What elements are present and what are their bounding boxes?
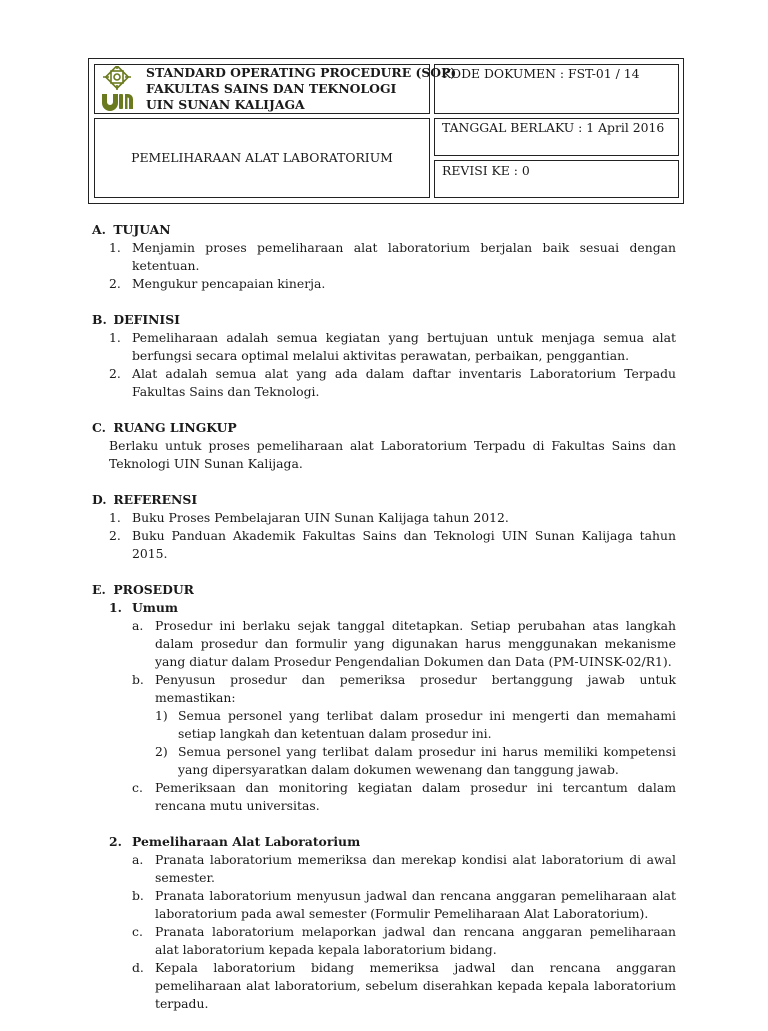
kode-dokumen: KODE DOKUMEN : FST-01 / 14 [442,66,640,81]
org-name-block [146,65,456,113]
list-item: 2. Alat adalah semua alat yang ada dalam daftar inventaris Laboratorium Terpadu Fakultas Sains dan Teknologi. [109,366,676,399]
list-item: c. Pranata laboratorium melaporkan jadwal dan rencana anggaran pemeliharaan alat laboratorium kepada kepala laboratorium bidang. [132,924,676,957]
revisi-ke: REVISI KE : 0 [442,163,530,178]
document-title: PEMELIHARAAN ALAT LABORATORIUM [131,150,393,165]
section-heading: E. PROSEDUR [92,582,194,597]
tanggal-berlaku: TANGGAL BERLAKU : 1 April 2016 [442,120,665,135]
document-body [92,221,676,1031]
list-item: b. Penyusun prosedur dan pemeriksa prosedur bertanggung jawab untuk memastikan: [132,672,676,705]
subsection-heading: 2. Pemeliharaan Alat Laboratorium [109,834,361,849]
org-line-sop: STANDARD OPERATING PROCEDURE (SOP) [146,65,457,80]
list-item: 2. Mengukur pencapaian kinerja. [109,276,326,291]
section-heading: A. TUJUAN [92,222,171,237]
section-ruang-lingkup [92,419,676,473]
uin-logo-icon [100,66,134,112]
list-item: a. Pranata laboratorium memeriksa dan merekap kondisi alat laboratorium di awal semester. [132,852,676,885]
paragraph: Berlaku untuk proses pemeliharaan alat Laboratorium Terpadu di Fakultas Sains dan Teknologi UIN Sunan Kalijaga. [109,438,676,471]
section-heading: C. RUANG LINGKUP [92,420,237,435]
section-heading: B. DEFINISI [92,312,180,327]
section-referensi [92,491,676,563]
list-item: 1. Pemeliharaan adalah semua kegiatan yang bertujuan untuk menjaga semua alat berfungsi secara optimal melalui aktivitas perawatan, perbaikan, penggantian. [109,330,676,363]
list-item: 2) Semua personel yang terlibat dalam prosedur ini harus memiliki kompetensi yang dipersyaratkan dalam dokumen wewenang dan tanggung jawab. [155,744,676,777]
list-item: 1. Buku Proses Pembelajaran UIN Sunan Kalijaga tahun 2012. [109,510,509,525]
section-definisi [92,311,676,401]
org-line-faculty: FAKULTAS SAINS DAN TEKNOLOGI [146,81,397,96]
section-prosedur [92,581,676,1013]
list-item: 2. Buku Panduan Akademik Fakultas Sains dan Teknologi UIN Sunan Kalijaga tahun 2015. [109,528,676,561]
section-heading: D. REFERENSI [92,492,198,507]
list-item: d. Kepala laboratorium bidang memeriksa jadwal dan rencana anggaran pemeliharaan alat laboratorium, sebelum diserahkan kepada kepala laboratorium terpadu. [132,960,676,1011]
section-tujuan [92,221,676,293]
subsection-heading: 1. Umum [109,600,179,615]
list-item: a. Prosedur ini berlaku sejak tanggal ditetapkan. Setiap perubahan atas langkah dalam prosedur dan formulir yang digunakan harus menggunakan mekanisme yang diatur dalam Prosedur Pengendalian Dokumen dan Data (PM-UINSK-02/R1). [132,618,676,669]
list-item: 1) Semua personel yang terlibat dalam prosedur ini mengerti dan memahami setiap langkah dan ketentuan dalam prosedur ini. [155,708,676,741]
org-line-university: UIN SUNAN KALIJAGA [146,97,305,112]
list-item: b. Pranata laboratorium menyusun jadwal dan rencana anggaran pemeliharaan alat laboratorium pada awal semester (Formulir Pemeliharaan Alat Laboratorium). [132,888,676,921]
list-item: c. Pemeriksaan dan monitoring kegiatan dalam prosedur ini tercantum dalam rencana mutu universitas. [132,780,676,813]
list-item: 1. Menjamin proses pemeliharaan alat laboratorium berjalan baik sesuai dengan ketentuan. [109,240,676,273]
